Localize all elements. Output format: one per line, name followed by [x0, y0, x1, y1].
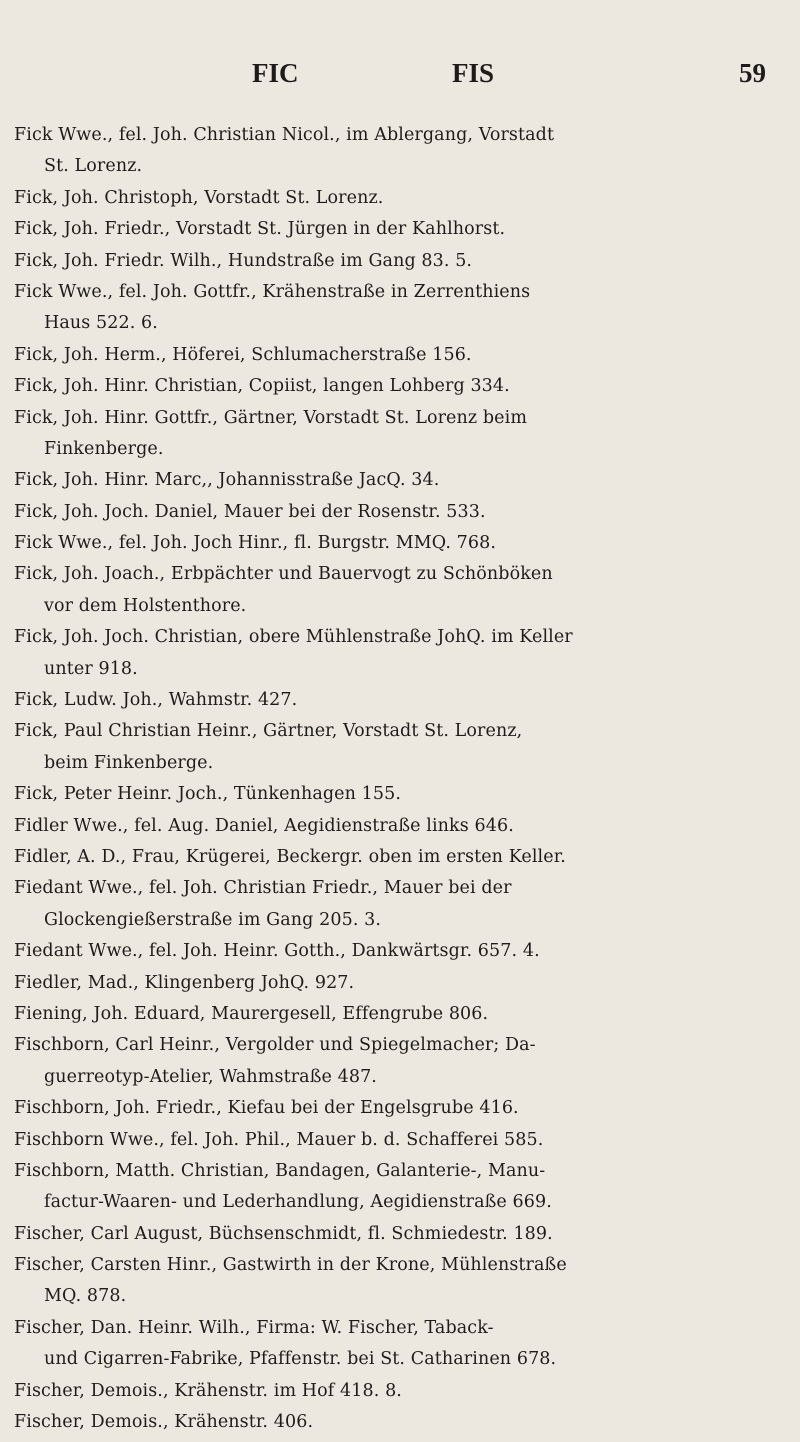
header-left-keyword: FIC [252, 58, 299, 88]
entry-line: Fick Wwe., fel. Joh. Gottfr., Krähenstraße in Zerrenthiens [14, 281, 531, 302]
entry-line: Fischer, Demois., Krähenstr. im Hof 418. 8. [14, 1380, 402, 1401]
entry-line: Fick Wwe., fel. Joh. Joch Hinr., fl. Burgstr. MMQ. 768. [14, 533, 497, 554]
entry-line: Fischborn Wwe., fel. Joh. Phil., Mauer b. d. Schafferei 585. [14, 1129, 544, 1150]
entry-line: Fischborn, Matth. Christian, Bandagen, Galanterie-, Manu- [14, 1160, 546, 1181]
entry-line: Fiedant Wwe., fel. Joh. Christian Friedr., Mauer bei der [14, 878, 512, 899]
entry-line: Fick, Joh. Joach., Erbpächter und Bauervogt zu Schönböken [14, 564, 553, 585]
entry-line: Fick, Joh. Hinr. Gottfr., Gärtner, Vorstadt St. Lorenz beim [14, 407, 528, 428]
page-header [0, 58, 800, 102]
entry-line: Fick, Joh. Hinr. Marc,, Johannisstraße JacQ. 34. [14, 470, 440, 491]
header-center-keyword: FIS [452, 58, 495, 88]
entry-continuation-line: vor dem Holstenthore. [44, 595, 247, 616]
page-number: 59 [739, 58, 766, 88]
entry-line: Fick, Joh. Joch. Christian, obere Mühlenstraße JohQ. im Keller [14, 627, 573, 648]
entry-continuation-line: St. Lorenz. [44, 156, 143, 177]
entry-line: Fick Wwe., fel. Joh. Christian Nicol., im Ablergang, Vorstadt [14, 125, 555, 145]
entry-continuation-line: Finkenberge. [44, 438, 164, 459]
entry-line: Fischer, Carsten Hinr., Gastwirth in der Krone, Mühlenstraße [14, 1255, 567, 1276]
entry-line: Fick, Joh. Friedr., Vorstadt St. Jürgen in der Kahlhorst. [14, 219, 506, 240]
entry-continuation-line: beim Finkenberge. [44, 752, 214, 773]
entry-line: Fiedler, Mad., Klingenberg JohQ. 927. [14, 972, 355, 993]
entry-line: Fischer, Carl August, Büchsenschmidt, fl. Schmiedestr. 189. [14, 1223, 553, 1244]
entry-line: Fick, Peter Heinr. Joch., Tünkenhagen 155. [14, 784, 402, 805]
entry-continuation-line: Glockengießerstraße im Gang 205. 3. [44, 909, 382, 930]
entry-line: Fiedant Wwe., fel. Joh. Heinr. Gotth., Dankwärtsgr. 657. 4. [14, 941, 540, 962]
entry-continuation-line: guerreotyp-Atelier, Wahmstraße 487. [44, 1066, 377, 1087]
entry-line: Fiening, Joh. Eduard, Maurergesell, Effengrube 806. [14, 1003, 489, 1024]
entry-continuation-line: und Cigarren-Fabrike, Pfaffenstr. bei St. Catharinen 678. [44, 1349, 557, 1370]
entry-line: Fick, Joh. Herm., Höferei, Schlumacherstraße 156. [14, 344, 472, 365]
entry-line: Fischborn, Joh. Friedr., Kiefau bei der Engelsgrube 416. [14, 1098, 519, 1119]
entry-line: Fidler Wwe., fel. Aug. Daniel, Aegidienstraße links 646. [14, 815, 514, 836]
entry-line: Fischer, Dan. Heinr. Wilh., Firma: W. Fischer, Taback- [14, 1317, 494, 1338]
entry-continuation-line: Haus 522. 6. [44, 313, 158, 334]
entry-continuation-line: MQ. 878. [44, 1286, 127, 1307]
entry-line: Fick, Joh. Friedr. Wilh., Hundstraße im Gang 83. 5. [14, 250, 473, 271]
entry-line: Fick, Ludw. Joh., Wahmstr. 427. [14, 690, 298, 711]
entry-line: Fick, Paul Christian Heinr., Gärtner, Vorstadt St. Lorenz, [14, 721, 523, 742]
entry-line: Fischer, Demois., Krähenstr. 406. [14, 1412, 314, 1433]
entry-line: Fick, Joh. Christoph, Vorstadt St. Lorenz. [14, 187, 384, 208]
entry-continuation-line: unter 918. [44, 658, 138, 679]
entry-line: Fischborn, Carl Heinr., Vergolder und Spiegelmacher; Da- [14, 1035, 536, 1056]
entry-line: Fick, Joh. Hinr. Christian, Copiist, langen Lohberg 334. [14, 376, 510, 397]
entry-line: Fidler, A. D., Frau, Krügerei, Beckergr. oben im ersten Keller. [14, 846, 566, 867]
directory-entries [14, 120, 790, 1438]
entry-line: Fick, Joh. Joch. Daniel, Mauer bei der Rosenstr. 533. [14, 501, 486, 522]
entry-continuation-line: factur-Waaren- und Lederhandlung, Aegidienstraße 669. [44, 1192, 552, 1213]
